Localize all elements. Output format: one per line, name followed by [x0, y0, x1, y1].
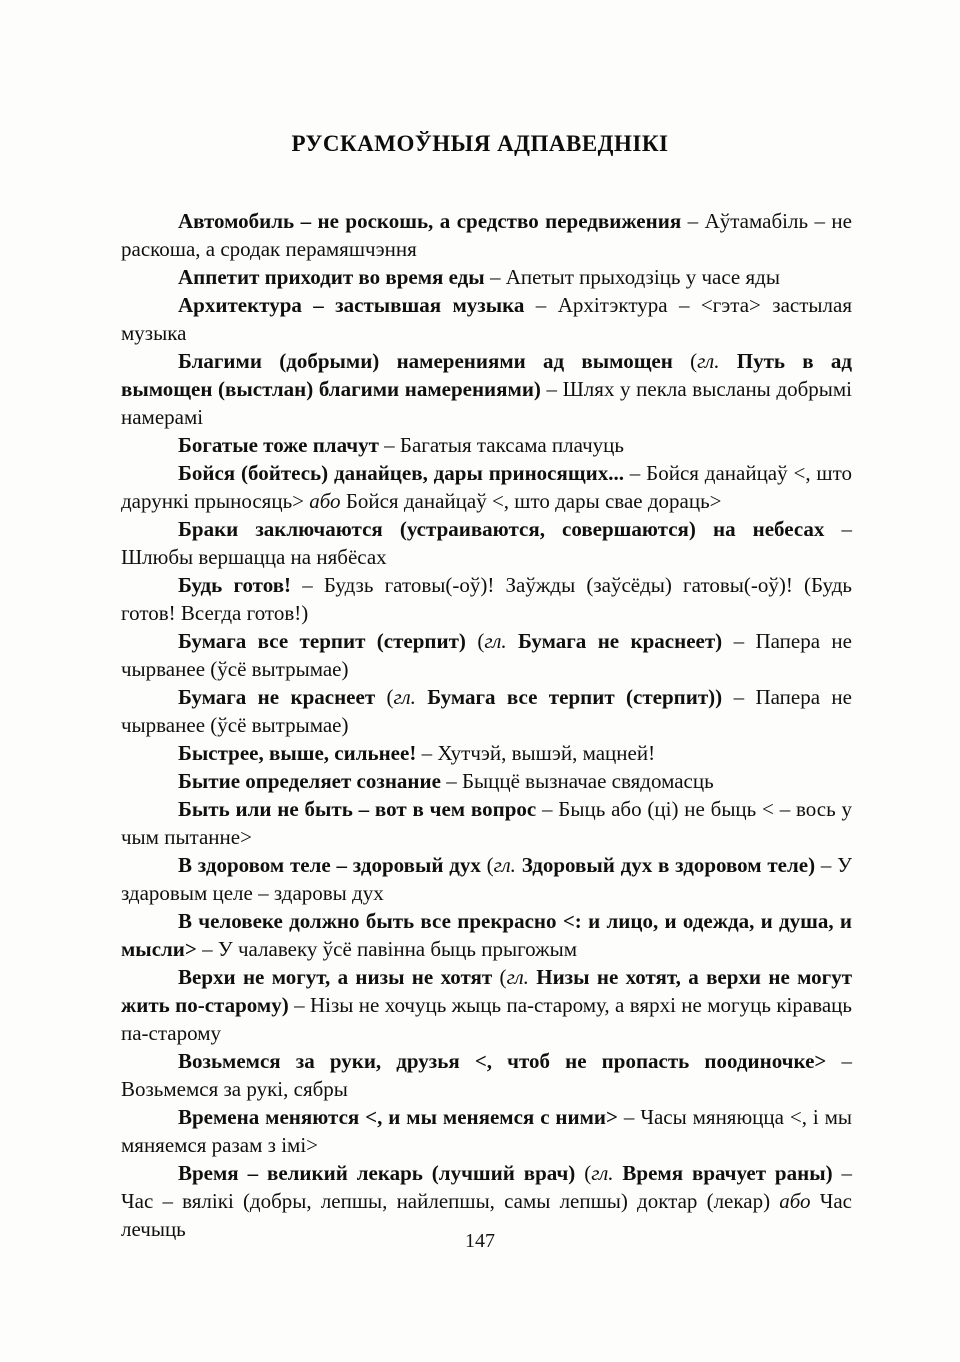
- text-segment: – Багатыя таксама плачуць: [378, 433, 624, 457]
- text-segment: – Папера не чырванее (ўсё вытрымае): [121, 629, 852, 681]
- headword-segment: Автомобиль – не роскошь, а средство передвижения: [178, 209, 682, 233]
- dictionary-entry: [121, 851, 852, 907]
- text-segment: (: [465, 629, 485, 653]
- text-segment: – Будзь гатовы(-оў)! Заўжды (заўсёды) гатовы(-оў)! (Будь готов! Всегда готов!): [121, 573, 852, 625]
- text-segment: – Час – вялікі (добры, лепшы, найлепшы, самы лепшы) доктар (лекар): [121, 1161, 852, 1213]
- headword-segment: Быть или не быть – вот в чем вопрос: [178, 797, 537, 821]
- marker-segment: або: [779, 1189, 811, 1213]
- text-segment: – Аўтамабіль – не раскоша, а сродак перамяшчэння: [121, 209, 852, 261]
- headword-segment: Браки заключаются (устраиваются, совершаются) на небесах: [178, 517, 825, 541]
- headword-segment: Бойся (бойтесь) данайцев, дары приносящих...: [178, 461, 624, 485]
- dictionary-entry: [121, 767, 852, 795]
- headword-segment: Бумага все терпит (стерпит)): [415, 685, 723, 709]
- text-segment: – Быццё вызначае свядомасць: [440, 769, 714, 793]
- text-segment: (: [480, 853, 494, 877]
- marker-segment: гл.: [506, 965, 529, 989]
- text-segment: – У здаровым целе – здаровы дух: [121, 853, 852, 905]
- dictionary-entry: [121, 515, 852, 571]
- dictionary-entry: [121, 683, 852, 739]
- dictionary-entry: [121, 459, 852, 515]
- text-segment: – Быць або (ці) не быць < – вось у чым пытанне>: [121, 797, 852, 849]
- text-segment: Бойся данайцаў <, што дары свае дораць>: [340, 489, 722, 513]
- text-segment: Час лечыць: [121, 1189, 853, 1241]
- headword-segment: Время – великий лекарь (лучший врач): [178, 1161, 576, 1185]
- marker-segment: гл.: [493, 853, 516, 877]
- dictionary-entry: [121, 291, 852, 347]
- marker-segment: гл.: [484, 629, 507, 653]
- text-segment: – Папера не чырванее (ўсё вытрымае): [121, 685, 852, 737]
- dictionary-entry: [121, 1103, 852, 1159]
- headword-segment: Будь готов!: [178, 573, 292, 597]
- headword-segment: Бумага все терпит (стерпит): [178, 629, 466, 653]
- headword-segment: В человеке должно быть все прекрасно <: и лицо, и одежда, и душа, и мысли>: [121, 909, 852, 961]
- text-segment: – Шлюбы вершацца на нябёсах: [121, 517, 852, 569]
- headword-segment: Верхи не могут, а низы не хотят: [178, 965, 493, 989]
- headword-segment: Богатые тоже плачут: [178, 433, 379, 457]
- dictionary-entry: [121, 627, 852, 683]
- text-segment: – Нізы не хочуць жыць па-старому, а вярхі не могуць кіраваць па-старому: [121, 993, 852, 1045]
- marker-segment: гл.: [697, 349, 720, 373]
- headword-segment: Низы не хотят, а верхи не могут жить по-старому): [121, 965, 853, 1017]
- text-segment: – Часы мяняюцца <, і мы мяняемся разам з імі>: [121, 1105, 852, 1157]
- entries-list: [121, 207, 852, 1243]
- dictionary-entry: [121, 739, 852, 767]
- headword-segment: Здоровый дух в здоровом теле): [515, 853, 816, 877]
- text-segment: – Возьмемся за рукі, сябры: [121, 1049, 852, 1101]
- dictionary-entry: [121, 907, 852, 963]
- text-segment: (: [672, 349, 698, 373]
- marker-segment: або: [309, 489, 341, 513]
- headword-segment: Время врачует раны): [613, 1161, 833, 1185]
- dictionary-entry: [121, 431, 852, 459]
- headword-segment: Времена меняются <, и мы меняемся с ними>: [178, 1105, 618, 1129]
- text-segment: – Бойся данайцаў <, што дарункі прыносяць>: [121, 461, 852, 513]
- page-title: РУСКАМОЎНЫЯ АДПАВЕДНІКІ: [291, 131, 669, 156]
- dictionary-entry: [121, 207, 852, 263]
- dictionary-entry: [121, 963, 852, 1047]
- marker-segment: гл.: [393, 685, 416, 709]
- headword-segment: Путь в ад вымощен (выстлан) благими намерениями): [121, 349, 852, 401]
- text-segment: – Шлях у пекла высланы добрымі намерамі: [121, 377, 852, 429]
- headword-segment: Аппетит приходит во время еды: [178, 265, 485, 289]
- marker-segment: гл.: [591, 1161, 614, 1185]
- page-number: 147: [465, 1230, 495, 1252]
- dictionary-entry: [121, 1047, 852, 1103]
- headword-segment: Благими (добрыми) намерениями ад вымощен: [178, 349, 673, 373]
- text-segment: – У чалавеку ўсё павінна быць прыгожым: [196, 937, 578, 961]
- headword-segment: Бумага не краснеет): [506, 629, 723, 653]
- dictionary-entry: [121, 263, 852, 291]
- text-segment: (: [575, 1161, 592, 1185]
- text-segment: – Хутчэй, вышэй, мацней!: [416, 741, 656, 765]
- headword-segment: Бумага не краснеет: [178, 685, 376, 709]
- text-segment: (: [492, 965, 507, 989]
- headword-segment: Быстрее, выше, сильнее!: [178, 741, 417, 765]
- headword-segment: Возьмемся за руки, друзья <, чтоб не пропасть поодиночке>: [178, 1049, 827, 1073]
- dictionary-entry: [121, 571, 852, 627]
- headword-segment: Архитектура – застывшая музыка: [178, 293, 525, 317]
- text-segment: – Апетыт прыходзіць у часе яды: [484, 265, 780, 289]
- dictionary-entry: [121, 795, 852, 851]
- headword-segment: Бытие определяет сознание: [178, 769, 441, 793]
- headword-segment: В здоровом теле – здоровый дух: [178, 853, 481, 877]
- dictionary-entry: [121, 347, 852, 431]
- text-segment: – Архітэктура – <гэта> застылая музыка: [121, 293, 852, 345]
- text-segment: (: [375, 685, 394, 709]
